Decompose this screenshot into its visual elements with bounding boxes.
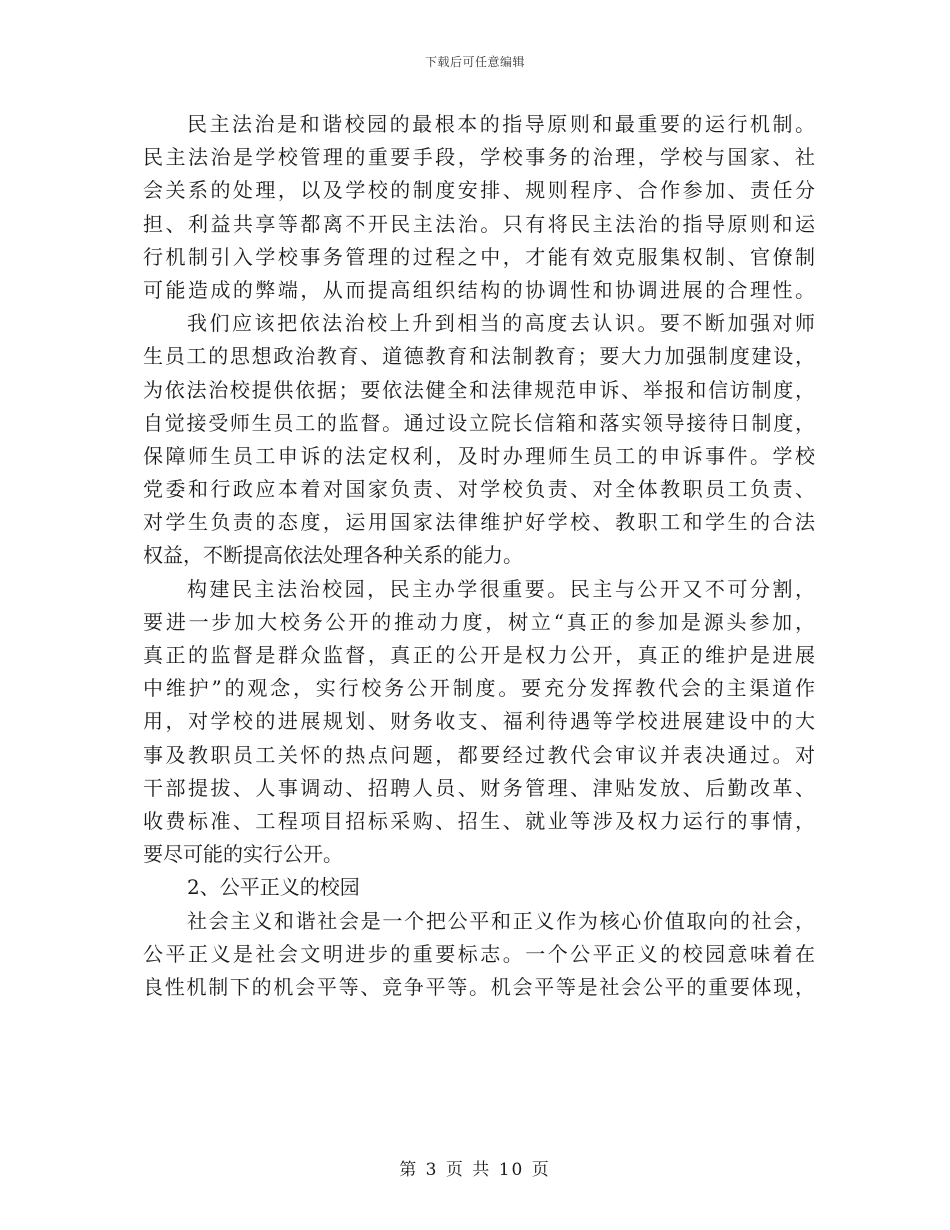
text-line: 公平正义是社会文明进步的重要标志。一个公平正义的校园意味着在	[143, 941, 815, 966]
text-line: 真正的监督是群众监督，真正的公开是权力公开，真正的维护是进展	[143, 643, 815, 667]
text-line: 要尽可能的实行公开。	[143, 842, 343, 867]
text-line: 民主法治是和谐校园的最根本的指导原则和最重要的运行机制。	[187, 112, 815, 136]
text-line: 中维护”的观念，实行校务公开制度。要充分发挥教代会的主渠道作	[143, 676, 815, 701]
text-line: 行机制引入学校事务管理的过程之中，才能有效克服集权制、官僚制	[143, 244, 815, 269]
text-line: 构建民主法治校园，民主办学很重要。民主与公开又不可分割，	[187, 576, 815, 601]
text-line: 对学生负责的态度，运用国家法律维护好学校、教职工和学生的合法	[143, 510, 815, 535]
text-line: 可能造成的弊端，从而提高组织结构的协调性和协调进展的合理性。	[143, 277, 815, 302]
text-line: 党委和行政应本着对国家负责、对学校负责、对全体教职员工负责、	[143, 477, 815, 502]
text-line: 会关系的处理，以及学校的制度安排、规则程序、合作参加、责任分	[143, 178, 815, 203]
text-line: 收费标准、工程项目招标采购、招生、就业等涉及权力运行的事情，	[143, 808, 815, 833]
text-line: 担、利益共享等都离不开民主法治。只有将民主法治的指导原则和运	[143, 211, 815, 236]
section-heading: 2、公平正义的校园	[187, 875, 360, 900]
page-header: 下载后可任意编辑	[424, 55, 525, 69]
text-line: 要进一步加大校务公开的推动力度，树立“真正的参加是源头参加，	[143, 609, 815, 634]
text-line: 生员工的思想政治教育、道德教育和法制教育；要大力加强制度建设，	[143, 344, 815, 369]
text-line: 我们应该把依法治校上升到相当的高度去认识。要不断加强对师	[187, 311, 815, 336]
text-line: 为依法治校提供依据；要依法健全和法律规范申诉、举报和信访制度，	[143, 377, 815, 402]
text-line: 用，对学校的进展规划、财务收支、福利待遇等学校进展建设中的大	[143, 709, 815, 734]
text-line: 社会主义和谐社会是一个把公平和正义作为核心价值取向的社会，	[187, 908, 815, 933]
document-body	[143, 108, 815, 1004]
text-line: 事及教职员工关怀的热点问题，都要经过教代会审议并表决通过。对	[143, 742, 815, 767]
text-line: 自觉接受师生员工的监督。通过设立院长信箱和落实领导接待日制度，	[143, 410, 815, 435]
page-number: 第 3 页 共 10 页	[399, 1160, 551, 1180]
text-line: 民主法治是学校管理的重要手段，学校事务的治理，学校与国家、社	[143, 145, 815, 170]
text-line: 保障师生员工申诉的法定权利，及时办理师生员工的申诉事件。学校	[143, 443, 815, 468]
text-line: 权益，不断提高依法处理各种关系的能力。	[143, 543, 523, 568]
text-line: 干部提拔、人事调动、招聘人员、财务管理、津贴发放、后勤改革、	[143, 775, 815, 800]
text-line: 良性机制下的机会平等、竞争平等。机会平等是社会公平的重要体现，	[143, 974, 815, 999]
